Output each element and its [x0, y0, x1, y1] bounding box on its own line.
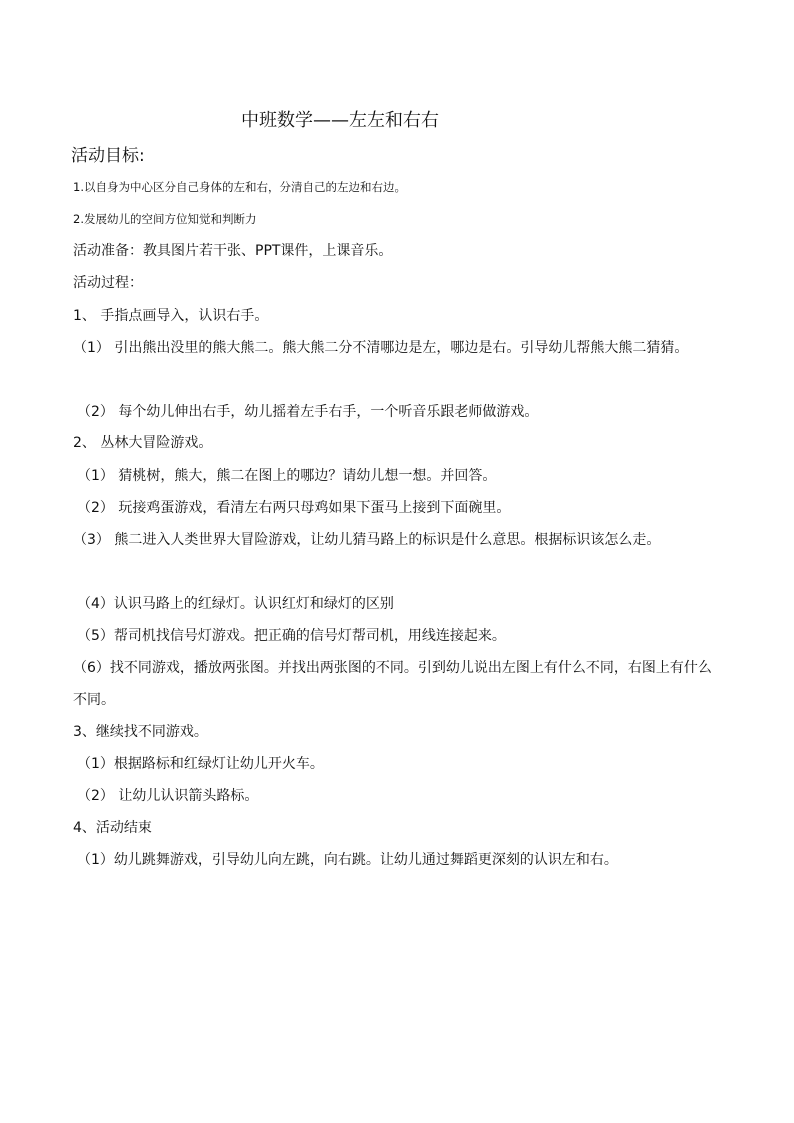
- step-1: 1、 手指点画导入，认识右手。: [73, 308, 269, 324]
- step-2: 2、 丛林大冒险游戏。: [73, 435, 213, 451]
- page-title: 中班数学——左左和右右: [241, 110, 439, 131]
- step-1-2: （2） 每个幼儿伸出右手，幼儿摇着左手右手，一个听音乐跟老师做游戏。: [77, 404, 539, 420]
- step-2-3: （3） 熊二进入人类世界大冒险游戏，让幼儿猜马路上的标识是什么意思。根据标识该怎么走。: [73, 532, 661, 548]
- step-2-6: （6）找不同游戏，播放两张图。并找出两张图的不同。引到幼儿说出左图上有什么不同，右图上有什么不同。: [73, 660, 712, 708]
- step-4: 4、活动结束: [73, 820, 152, 836]
- step-4-1: （1）幼儿跳舞游戏，引导幼儿向左跳，向右跳。让幼儿通过舞蹈更深刻的认识左和右。: [77, 852, 618, 868]
- process-heading: 活动过程：: [73, 275, 143, 291]
- step-3: 3、继续找不同游戏。: [73, 724, 208, 740]
- step-3-2: （2） 让幼儿认识箭头路标。: [77, 788, 259, 804]
- step-2-1: （1） 猜桃树，熊大，熊二在图上的哪边？请幼儿想一想。并回答。: [77, 468, 497, 484]
- step-2-5: （5）帮司机找信号灯游戏。把正确的信号灯帮司机，用线连接起来。: [77, 628, 506, 644]
- prep-line: 活动准备：教具图片若干张、PPT课件，上课音乐。: [73, 243, 393, 259]
- goal-heading: 活动目标:: [71, 146, 145, 166]
- step-1-1: （1） 引出熊出没里的熊大熊二。熊大熊二分不清哪边是左，哪边是右。引导幼儿帮熊大熊二猜猜。: [73, 340, 689, 356]
- step-2-4: （4）认识马路上的红绿灯。认识红灯和绿灯的区别: [77, 596, 394, 612]
- goal-item-2: 2.发展幼儿的空间方位知觉和判断力: [73, 212, 257, 226]
- goal-item-1: 1.以自身为中心区分自己身体的左和右，分清自己的左边和右边。: [73, 180, 406, 194]
- step-3-1: （1）根据路标和红绿灯让幼儿开火车。: [77, 756, 324, 772]
- step-2-2: （2） 玩接鸡蛋游戏，看清左右两只母鸡如果下蛋马上接到下面碗里。: [77, 500, 511, 516]
